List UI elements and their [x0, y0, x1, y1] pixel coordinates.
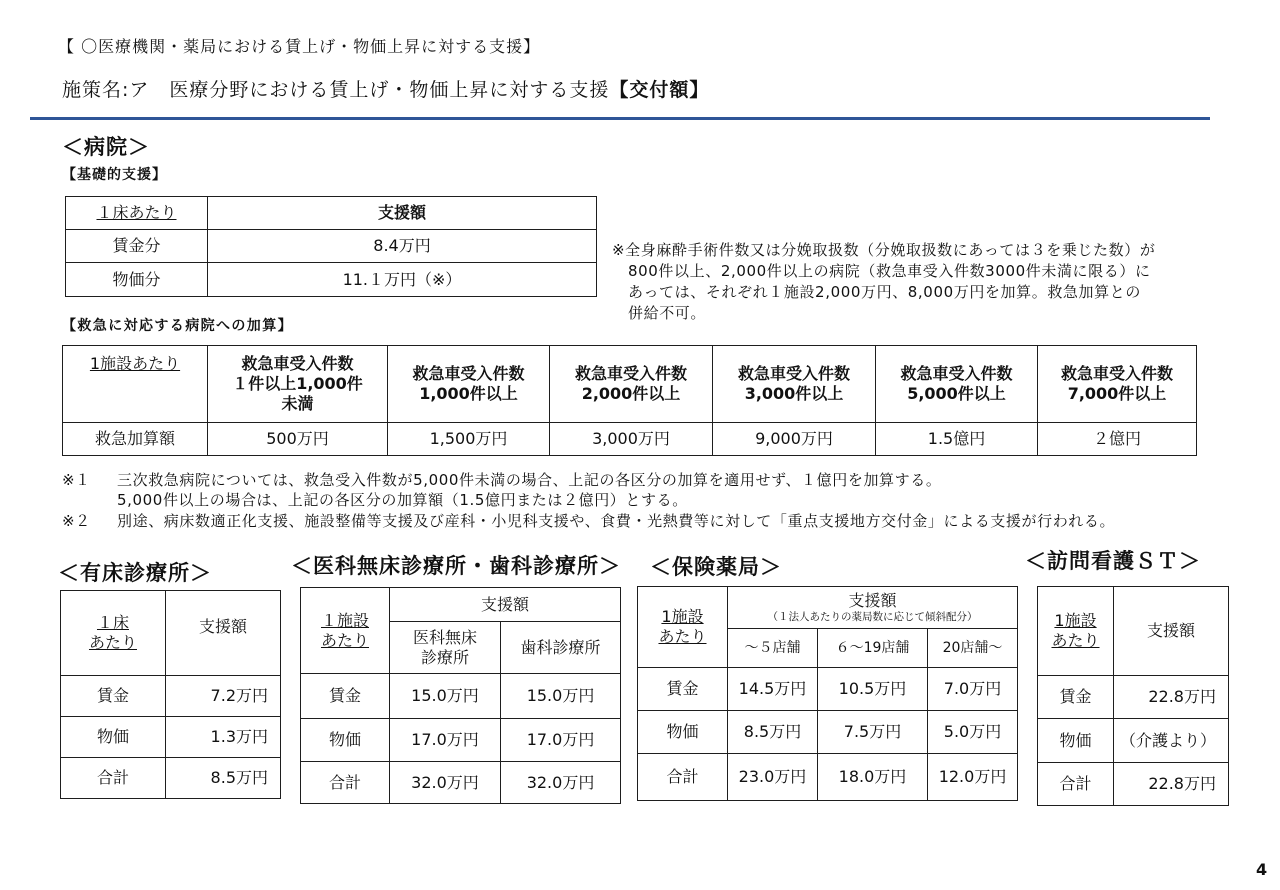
row-label: 物価	[1038, 719, 1114, 763]
table-header-row	[61, 591, 281, 676]
amount-header: 支援額	[166, 591, 281, 676]
footnote-mark: ※２	[62, 512, 91, 530]
row-value: 23.0万円	[728, 754, 818, 801]
row-value: 10.5万円	[818, 668, 928, 711]
note-line: 併給不可。	[628, 304, 707, 322]
row-value: 3,000万円	[550, 423, 713, 456]
unit-header-line: １床	[96, 613, 129, 632]
section-label: 【 〇医療機関・薬局における賃上げ・物価上昇に対する支援】	[58, 37, 541, 56]
nursing-heading: ＜訪問看護ＳＴ＞	[1025, 549, 1201, 573]
page-title-emphasis: 【交付額】	[609, 79, 710, 101]
column-header	[208, 346, 388, 423]
clinic-bed-table	[60, 590, 281, 799]
amount-caption: （１法人あたりの薬局数に応じて傾斜配分）	[767, 610, 978, 623]
column-header-line: 救急車受入件数	[900, 364, 1013, 383]
row-value: 5.0万円	[928, 711, 1018, 754]
row-value: 8.5万円	[166, 758, 281, 799]
column-header-line: 救急車受入件数	[574, 364, 687, 383]
column-header	[876, 346, 1038, 423]
row-value: 15.0万円	[390, 674, 501, 719]
table-row	[638, 754, 1018, 801]
row-value: 22.8万円	[1114, 763, 1229, 806]
basic-support-label: 【基礎的支援】	[62, 167, 167, 183]
emergency-addition-table	[62, 345, 1197, 456]
row-value: 12.0万円	[928, 754, 1018, 801]
column-header-line: 2,000件以上	[581, 384, 681, 403]
column-header	[550, 346, 713, 423]
row-value: 17.0万円	[501, 719, 621, 762]
row-value: ２億円	[1038, 423, 1197, 456]
row-label: 物価	[61, 717, 166, 758]
footnote-text: 5,000件以上の場合は、上記の各区分の加算額（1.5億円または２億円）とする。	[117, 491, 688, 509]
amount-header: 支援額	[1114, 587, 1229, 676]
row-value: 7.0万円	[928, 668, 1018, 711]
row-label: 救急加算額	[63, 423, 208, 456]
pharmacy-table	[637, 586, 1018, 801]
row-value: 32.0万円	[390, 762, 501, 804]
row-value: 8.4万円	[208, 230, 597, 263]
table-row	[61, 758, 281, 799]
table-row	[1038, 763, 1229, 806]
row-value: 32.0万円	[501, 762, 621, 804]
table-row	[638, 668, 1018, 711]
row-value: 15.0万円	[501, 674, 621, 719]
amount-header-cell	[728, 587, 1018, 629]
row-value: 7.2万円	[166, 676, 281, 717]
column-header-line: 医科無床	[412, 627, 477, 647]
table-row	[66, 230, 597, 263]
unit-header-line: 1施設	[1054, 611, 1097, 630]
unit-header-line: あたり	[1051, 631, 1100, 650]
column-header: ～５店舗	[728, 629, 818, 668]
unit-header-line: あたり	[320, 630, 369, 650]
pharmacy-heading: ＜保険薬局＞	[650, 555, 782, 579]
page-title-text: 施策名:ア 医療分野における賃上げ・物価上昇に対する支援	[62, 79, 610, 101]
footnote-text: 別途、病床数適正化支援、施設整備等支援及び産科・小児科支援や、食費・光熱費等に対して「重点支援地方交付金」による支援が行われる。	[117, 512, 1116, 530]
row-label: 賃金	[301, 674, 390, 719]
table-row	[61, 717, 281, 758]
page-title	[62, 78, 709, 102]
table-header-row	[1038, 587, 1229, 676]
row-label: 合計	[301, 762, 390, 804]
unit-header: １床あたり	[96, 203, 177, 222]
note-line: あっては、それぞれ１施設2,000万円、8,000万円を加算。救急加算との	[628, 283, 1141, 301]
hospital-heading: ＜病院＞	[62, 135, 150, 159]
row-value: 9,000万円	[713, 423, 876, 456]
column-header-line: 救急車受入件数	[241, 354, 354, 373]
column-header-line: 救急車受入件数	[412, 364, 525, 383]
unit-header-cell	[638, 587, 728, 668]
amount-header: 支援額	[208, 197, 597, 230]
row-label: 賃金	[638, 668, 728, 711]
basic-support-table	[65, 196, 597, 297]
row-value: 11.１万円（※）	[208, 263, 597, 297]
column-header-line: 未満	[281, 394, 314, 413]
table-row	[1038, 676, 1229, 719]
column-header-line: 診療所	[420, 647, 469, 667]
page-number: 4	[1256, 860, 1268, 879]
column-header	[713, 346, 876, 423]
unit-header: 1施設あたり	[89, 354, 181, 373]
clinic-nobed-heading: ＜医科無床診療所・歯科診療所＞	[291, 554, 621, 578]
table-header-row	[638, 587, 1018, 629]
column-header-line: 救急車受入件数	[737, 364, 850, 383]
column-header-line: 3,000件以上	[744, 384, 844, 403]
column-header: ６～19店舗	[818, 629, 928, 668]
column-header-line: 7,000件以上	[1067, 384, 1167, 403]
row-value: 22.8万円	[1114, 676, 1229, 719]
column-header	[1038, 346, 1197, 423]
basic-support-note	[612, 240, 1155, 324]
row-value: 18.0万円	[818, 754, 928, 801]
row-label: 賃金	[1038, 676, 1114, 719]
row-label: 賃金	[61, 676, 166, 717]
unit-header-cell	[61, 591, 166, 676]
unit-header-line: あたり	[658, 627, 707, 646]
table-header-row	[66, 197, 597, 230]
table-row	[66, 263, 597, 297]
row-label: 物価分	[66, 263, 208, 297]
column-header-line: 5,000件以上	[907, 384, 1006, 403]
table-row	[1038, 719, 1229, 763]
row-label: 物価	[638, 711, 728, 754]
row-value: 1.5億円	[876, 423, 1038, 456]
table-header-row	[63, 346, 1197, 423]
column-header: 20店舗～	[928, 629, 1018, 668]
column-header	[390, 622, 501, 674]
note-line: 800件以上、2,000件以上の病院（救急車受入件数3000件未満に限る）に	[628, 262, 1151, 280]
unit-header-cell	[63, 346, 208, 423]
row-value: （介護より）	[1114, 719, 1229, 763]
unit-header-line: 1施設	[661, 607, 704, 626]
unit-header-line: １施設	[320, 610, 369, 630]
column-header-line: 救急車受入件数	[1060, 364, 1173, 383]
title-divider	[30, 117, 1210, 120]
row-value: 17.0万円	[390, 719, 501, 762]
row-label: 合計	[1038, 763, 1114, 806]
table-row	[63, 423, 1197, 456]
column-header	[388, 346, 550, 423]
row-label: 物価	[301, 719, 390, 762]
column-header-line: １件以上1,000件	[232, 374, 363, 393]
nursing-table	[1037, 586, 1229, 806]
row-value: 7.5万円	[818, 711, 928, 754]
table-header-row	[301, 588, 621, 622]
unit-header-cell	[66, 197, 208, 230]
amount-header: 支援額	[390, 588, 621, 622]
emergency-addition-label: 【救急に対応する病院への加算】	[62, 318, 293, 334]
column-header-line: 歯科診療所	[520, 637, 601, 657]
clinic-nobed-table	[300, 587, 621, 804]
row-value: 8.5万円	[728, 711, 818, 754]
footnote-mark: ※１	[62, 471, 91, 489]
row-value: 1,500万円	[388, 423, 550, 456]
unit-header-cell	[1038, 587, 1114, 676]
note-line: ※全身麻酔手術件数又は分娩取扱数（分娩取扱数にあっては３を乗じた数）が	[612, 241, 1156, 259]
unit-header-cell	[301, 588, 390, 674]
table-row	[638, 711, 1018, 754]
clinic-bed-heading: ＜有床診療所＞	[58, 561, 212, 585]
table-row	[301, 674, 621, 719]
table-row	[61, 676, 281, 717]
row-label: 賃金分	[66, 230, 208, 263]
row-value: 1.3万円	[166, 717, 281, 758]
row-value: 500万円	[208, 423, 388, 456]
unit-header-line: あたり	[88, 633, 137, 652]
row-value: 14.5万円	[728, 668, 818, 711]
column-header-line: 1,000件以上	[419, 384, 518, 403]
column-header	[501, 622, 621, 674]
table-row	[301, 719, 621, 762]
table-row	[301, 762, 621, 804]
row-label: 合計	[61, 758, 166, 799]
amount-header: 支援額	[848, 590, 897, 610]
row-label: 合計	[638, 754, 728, 801]
footnote-text: 三次救急病院については、救急受入件数が5,000件未満の場合、上記の各区分の加算を適用せず、１億円を加算する。	[117, 471, 942, 489]
